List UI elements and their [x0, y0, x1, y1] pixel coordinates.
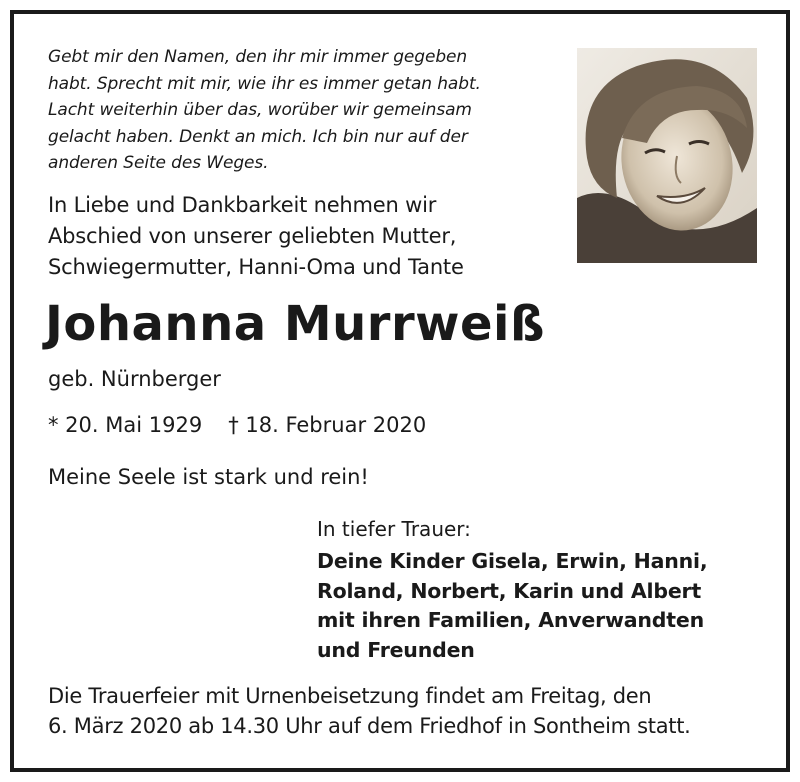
birth-date: * 20. Mai 1929: [48, 413, 203, 437]
funeral-notice: Die Trauerfeier mit Urnenbeisetzung findet am Freitag, den 6. März 2020 ab 14.30 Uhr auf dem Friedhof in Sontheim statt.: [48, 684, 691, 738]
life-dates: [48, 410, 426, 440]
deceased-name: Johanna Murrweiß: [45, 296, 545, 352]
portrait-photo: [577, 48, 757, 263]
motto: Meine Seele ist stark und rein!: [48, 465, 369, 489]
mourners-list: Deine Kinder Gisela, Erwin, Hanni, Roland, Norbert, Karin und Albert mit ihren Familien, Anverwandten und Freunden: [317, 549, 708, 662]
death-date: † 18. Februar 2020: [228, 413, 427, 437]
memorial-quote: Gebt mir den Namen, den ihr mir immer gegeben habt. Sprecht mit mir, wie ihr es immer getan habt. Lacht weiterhin über das, worüber wir gemeinsam gelacht haben. Denkt an mich. Ich bin nur auf der anderen Seite des Weges.: [48, 47, 481, 173]
mourning-intro: In tiefer Trauer:: [317, 517, 471, 541]
obituary-frame: [10, 10, 790, 772]
intro-text: In Liebe und Dankbarkeit nehmen wir Abschied von unserer geliebten Mutter, Schwiegermutter, Hanni-Oma und Tante: [48, 193, 464, 279]
maiden-name: geb. Nürnberger: [48, 367, 221, 391]
